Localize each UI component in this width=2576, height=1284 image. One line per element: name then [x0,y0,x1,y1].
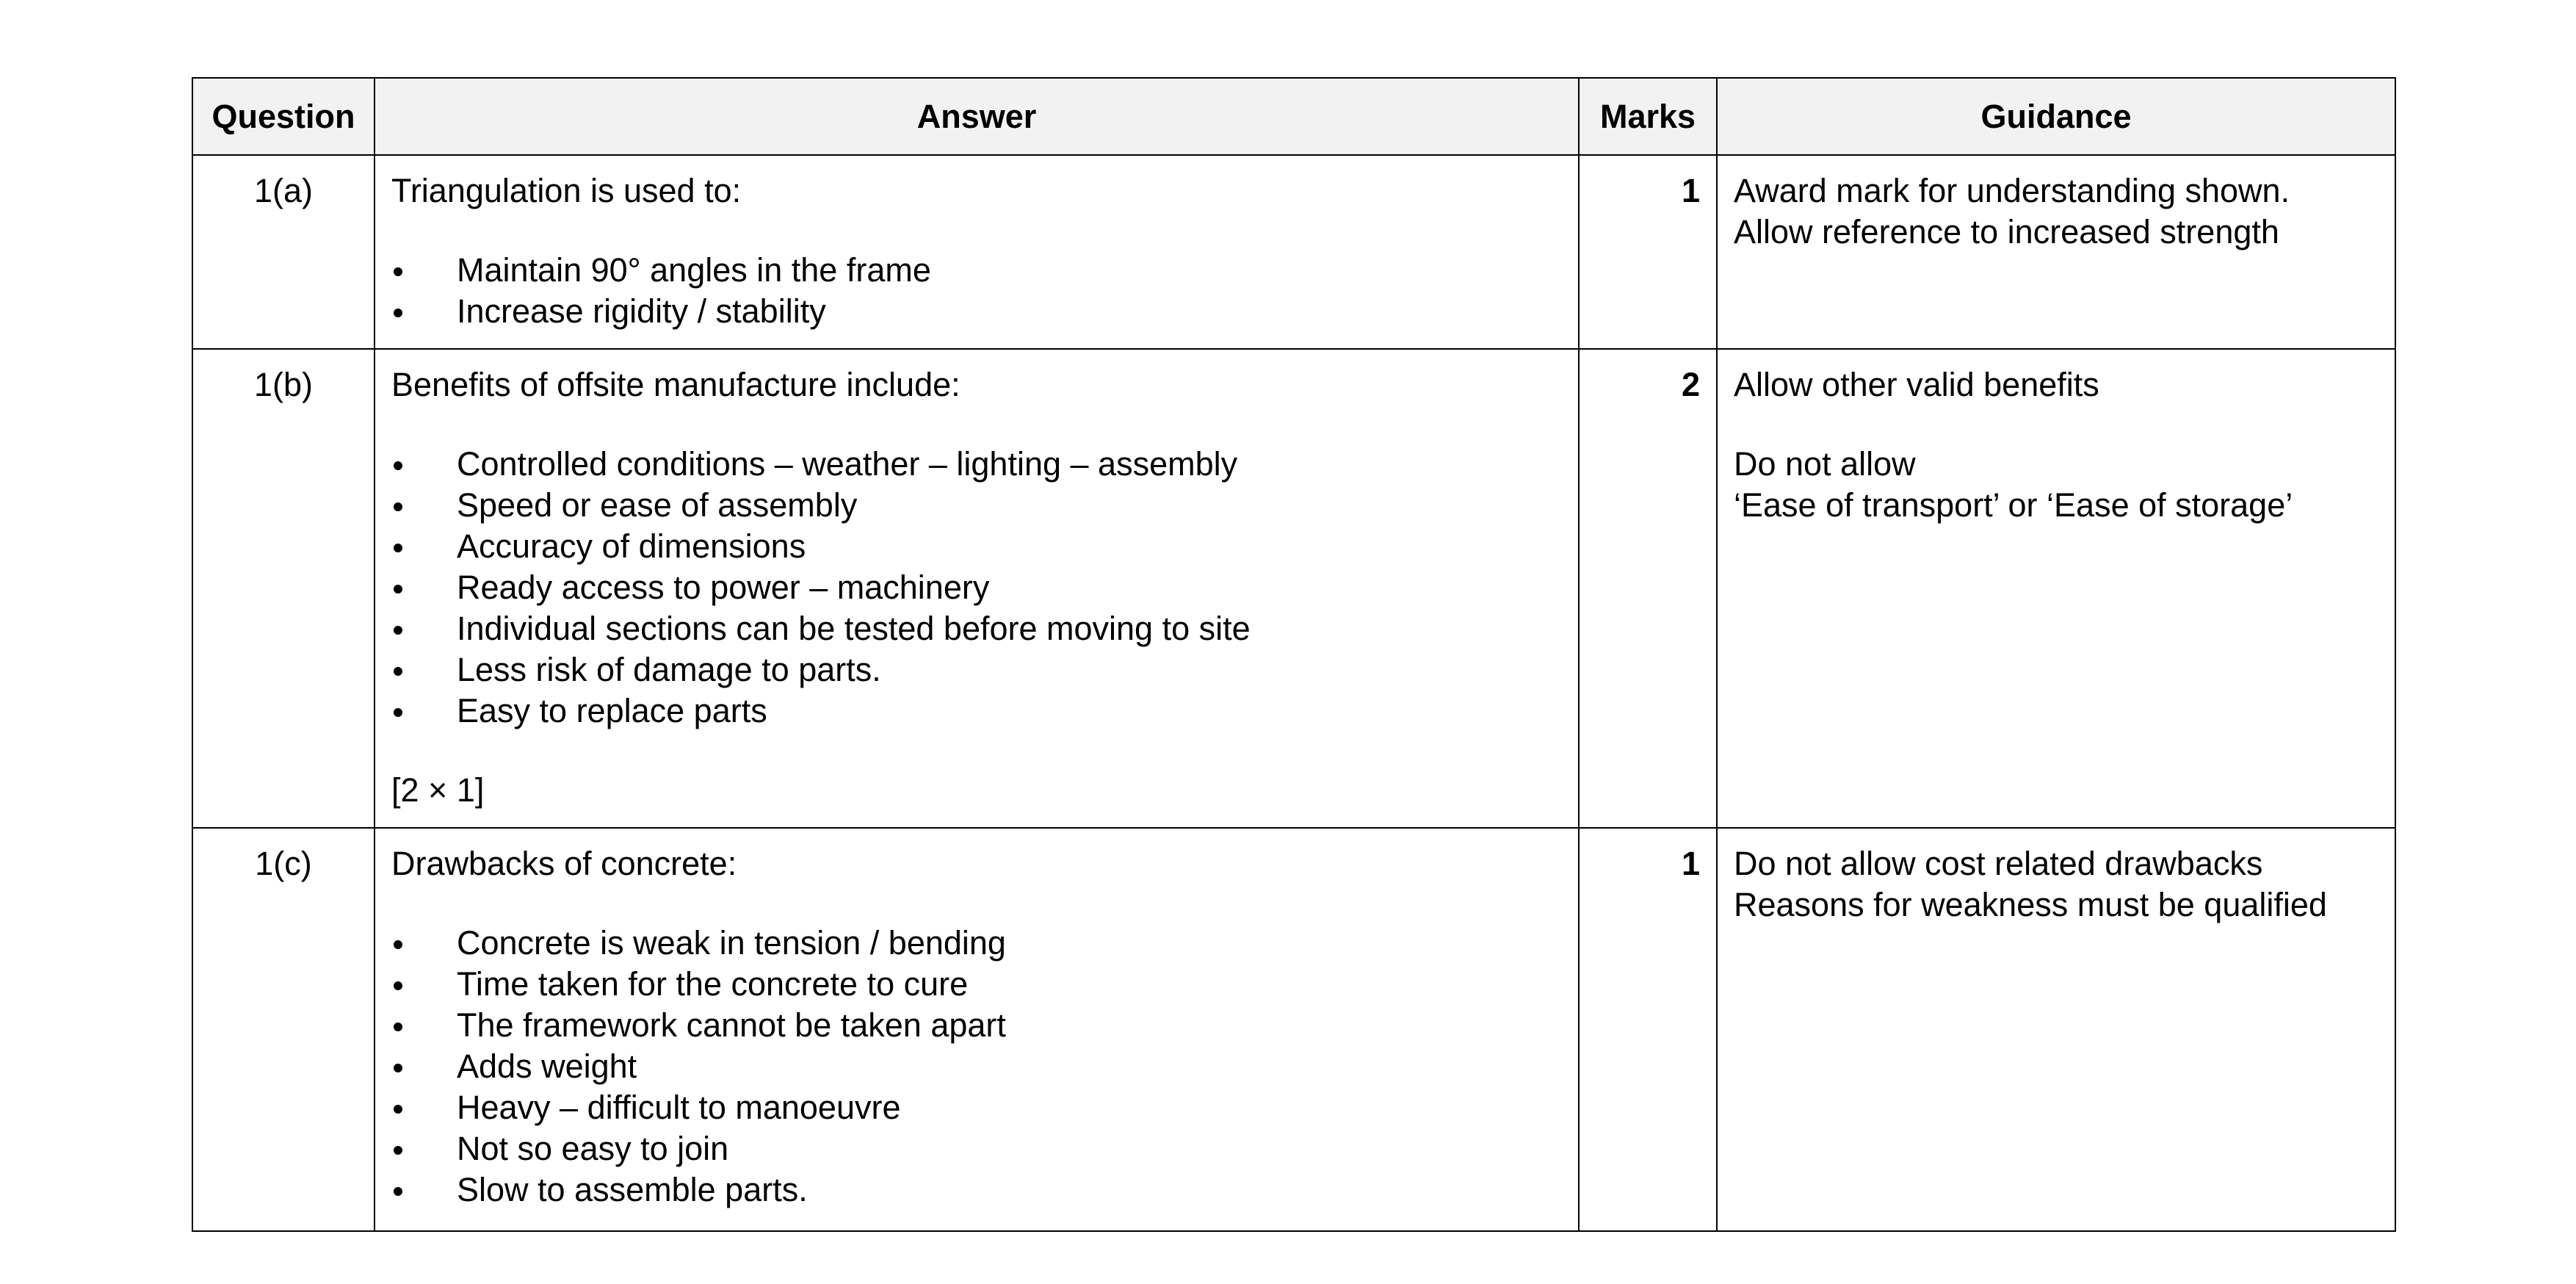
answer-point: Controlled conditions – weather – lighting – assembly [391,444,1562,485]
answer-list [391,250,1562,332]
answer-intro: Benefits of offsite manufacture include: [391,366,960,403]
mark-scheme-table [192,77,2396,1232]
guidance-cell [1717,349,2395,828]
question-number: 1(b) [192,349,375,828]
header-row [192,78,2395,155]
answer-intro: Triangulation is used to: [391,172,742,209]
answer-cell [375,349,1579,828]
marks-value: 1 [1579,155,1717,349]
answer-point: Not so easy to join [391,1128,1562,1169]
guidance-line: Do not allow cost related drawbacks [1734,845,2263,882]
answer-point: Slow to assemble parts. [391,1169,1562,1211]
answer-point: Increase rigidity / stability [391,291,1562,332]
answer-point: The framework cannot be taken apart [391,1005,1562,1046]
guidance-line: Allow reference to increased strength [1734,213,2279,250]
answer-list [391,444,1562,732]
table-row [192,828,2395,1231]
guidance-cell [1717,828,2395,1231]
marks-value: 2 [1579,349,1717,828]
marks-value: 1 [1579,828,1717,1231]
answer-point: Speed or ease of assembly [391,485,1562,526]
question-number: 1(a) [192,155,375,349]
header-answer: Answer [375,78,1579,155]
guidance-cell [1717,155,2395,349]
answer-point: Time taken for the concrete to cure [391,964,1562,1005]
guidance-line: ‘Ease of transport’ or ‘Ease of storage’ [1734,486,2293,524]
answer-point: Individual sections can be tested before moving to site [391,608,1562,649]
answer-cell [375,155,1579,349]
answer-point: Ready access to power – machinery [391,567,1562,608]
table-row [192,349,2395,828]
answer-point: Accuracy of dimensions [391,526,1562,567]
header-question: Question [192,78,375,155]
guidance-line: Award mark for understanding shown. [1734,172,2290,209]
answer-point: Less risk of damage to parts. [391,649,1562,690]
answer-point: Easy to replace parts [391,690,1562,732]
header-marks: Marks [1579,78,1717,155]
answer-point: Adds weight [391,1046,1562,1087]
answer-cell [375,828,1579,1231]
header-guidance: Guidance [1717,78,2395,155]
answer-intro: Drawbacks of concrete: [391,845,737,882]
question-number: 1(c) [192,828,375,1231]
guidance-line: Allow other valid benefits [1734,366,2099,403]
answer-point: Maintain 90° angles in the frame [391,250,1562,291]
answer-list [391,923,1562,1211]
answer-point: Concrete is weak in tension / bending [391,923,1562,964]
guidance-line: Do not allow [1734,445,1916,483]
answer-note: [2 × 1] [391,771,485,809]
answer-point: Heavy – difficult to manoeuvre [391,1087,1562,1128]
table-row [192,155,2395,349]
guidance-line: Reasons for weakness must be qualified [1734,886,2327,923]
